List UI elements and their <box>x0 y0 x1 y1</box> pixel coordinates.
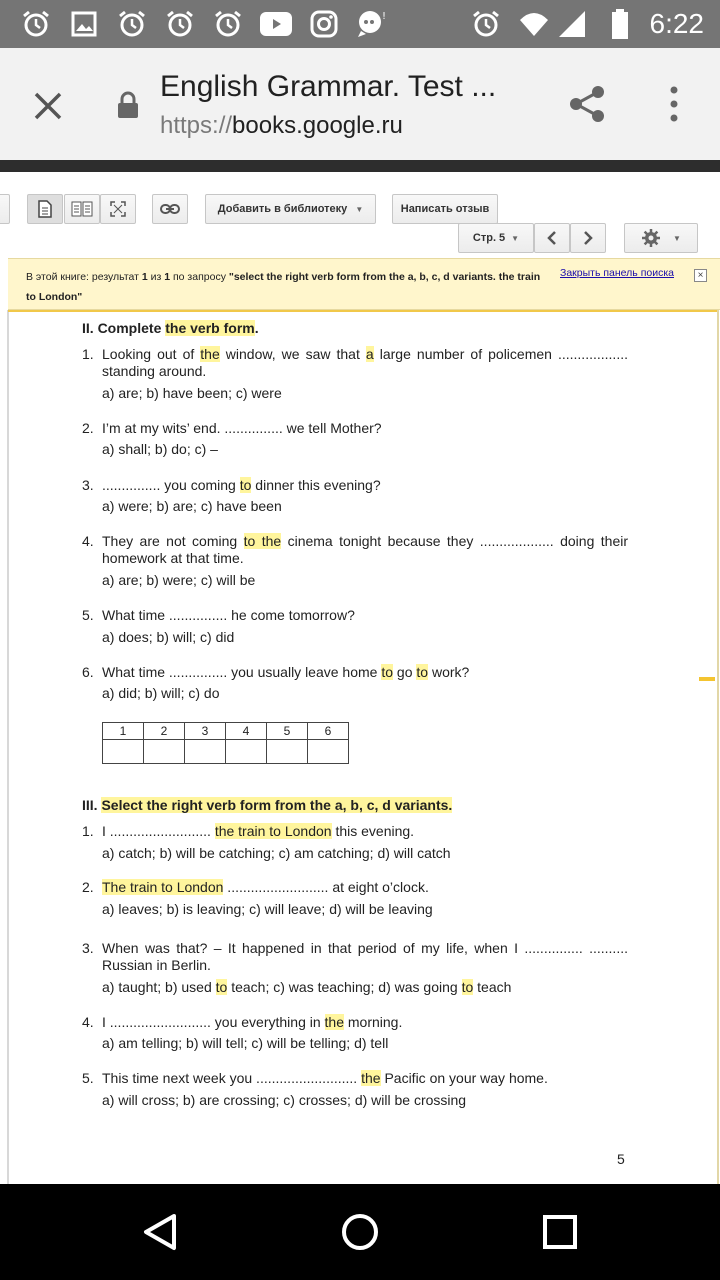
text: This time next week you .......................... <box>102 1070 362 1086</box>
text: I .......................... you everything in <box>102 1014 325 1030</box>
result-total: 1 <box>164 271 171 283</box>
page-select-label: Стр. 5 <box>472 232 506 244</box>
text: I .......................... <box>102 823 215 839</box>
table-header-cell: 5 <box>267 723 308 740</box>
highlight: the <box>361 1070 381 1086</box>
search-hit-marker <box>699 677 715 681</box>
question-text <box>102 1070 628 1087</box>
youtube-icon <box>260 8 292 40</box>
question-number: 3. <box>82 940 94 956</box>
write-review-label: Написать отзыв <box>400 203 490 215</box>
previous-page-button[interactable] <box>534 223 570 253</box>
section-2-title <box>82 320 259 336</box>
search-query: "select the right verb form from the a, b, c, d variants. the train to London" <box>26 271 541 303</box>
navigation-bar <box>0 1184 720 1280</box>
question-number: 3. <box>82 477 94 493</box>
dropdown-arrow-icon: ▼ <box>355 204 364 214</box>
text: ............... you coming <box>102 477 240 493</box>
page-title: English Grammar. Test ... <box>160 70 497 103</box>
question-number: 2. <box>82 879 94 895</box>
alarm-icon <box>164 8 196 40</box>
add-to-library-button[interactable] <box>205 194 376 224</box>
question-text <box>102 346 628 380</box>
text: go <box>393 664 417 680</box>
table-cell <box>226 740 267 764</box>
question-options: a) does; b) will; c) did <box>102 629 235 645</box>
chat-icon <box>356 8 388 40</box>
highlight: to <box>239 477 252 493</box>
question-text: What time ............... he come tomorrow? <box>102 607 355 623</box>
next-page-button[interactable] <box>570 223 606 253</box>
question-number: 6. <box>82 664 94 680</box>
two-page-icon <box>71 201 93 217</box>
text: What time ............... you usually leave home <box>102 664 382 680</box>
text: teach <box>473 979 512 995</box>
result-index: 1 <box>141 271 148 283</box>
alarm-icon <box>470 8 502 40</box>
highlight: to <box>381 664 394 680</box>
section-2-number: II. <box>82 320 94 336</box>
alarm-icon <box>212 8 244 40</box>
question-options <box>102 979 511 995</box>
alarm-icon <box>20 8 52 40</box>
section-2-period: . <box>254 320 259 336</box>
table-cell <box>308 740 349 764</box>
result-of: из <box>147 271 165 283</box>
add-to-library-label: Добавить в библиотеку <box>217 203 348 215</box>
highlight: the train to London <box>214 823 332 839</box>
result-prefix: В этой книге: результат <box>26 271 142 283</box>
battery-icon <box>604 8 636 40</box>
write-review-button[interactable] <box>392 194 498 224</box>
question-options: a) am telling; b) will tell; c) will be telling; d) tell <box>102 1035 389 1051</box>
question-options: a) were; b) are; c) have been <box>102 498 282 514</box>
query-prefix: по запросу <box>170 271 229 283</box>
question-number: 4. <box>82 533 94 549</box>
question-number: 2. <box>82 420 94 436</box>
close-icon[interactable]: × <box>694 269 707 282</box>
question-number: 1. <box>82 346 94 362</box>
svg-text:!: ! <box>382 11 387 22</box>
lock-icon <box>116 90 140 120</box>
question-number: 5. <box>82 1070 94 1086</box>
google-bar <box>0 160 720 172</box>
highlight: a <box>365 346 374 362</box>
text: a) taught; b) used <box>102 979 216 995</box>
dropdown-arrow-icon: ▼ <box>673 233 681 243</box>
question-options: a) catch; b) will be catching; c) am catching; d) will catch <box>102 845 451 861</box>
highlight: to <box>215 979 228 995</box>
text: work? <box>428 664 470 680</box>
share-icon[interactable] <box>566 82 610 126</box>
question-text <box>102 879 628 896</box>
text: Pacific on your way home. <box>380 1070 548 1086</box>
signal-icon <box>556 8 588 40</box>
search-result-banner <box>8 258 720 310</box>
text: large number of policemen .................. standing around. <box>102 346 628 379</box>
highlight: to <box>461 979 474 995</box>
section-3-number: III. <box>82 797 98 813</box>
status-bar <box>0 0 720 48</box>
question-number: 5. <box>82 607 94 623</box>
page-right-border <box>717 310 719 1184</box>
question-text <box>102 664 628 681</box>
question-text <box>102 533 628 567</box>
highlight: The train to London <box>102 879 224 895</box>
question-options: a) are; b) have been; c) were <box>102 385 282 401</box>
question-text: When was that? – It happened in that period of my life, when I ............... .......... Russian in Berlin. <box>102 940 628 973</box>
highlight: the <box>324 1014 344 1030</box>
answer-table <box>102 722 349 764</box>
highlight: to the <box>243 533 282 549</box>
more-options-icon[interactable] <box>664 84 684 124</box>
search-result-text <box>26 267 546 307</box>
question-number: 4. <box>82 1014 94 1030</box>
close-tab-icon[interactable] <box>28 86 68 126</box>
table-header-cell: 4 <box>226 723 267 740</box>
alarm-icon <box>116 8 148 40</box>
home-icon[interactable] <box>340 1212 380 1252</box>
instagram-icon <box>308 8 340 40</box>
question-options: a) are; b) were; c) will be <box>102 572 256 588</box>
question-options: a) shall; b) do; c) – <box>102 441 218 457</box>
highlight: the <box>200 346 220 362</box>
image-icon <box>68 8 100 40</box>
clock: 6:22 <box>649 8 704 39</box>
table-cell <box>144 740 185 764</box>
question-options: a) will cross; b) are crossing; c) crosses; d) will be crossing <box>102 1092 467 1108</box>
chevron-right-icon <box>582 230 594 246</box>
link-icon <box>160 203 180 215</box>
two-page-view-button[interactable] <box>64 194 100 224</box>
text: Looking out of <box>102 346 201 362</box>
question-text <box>102 477 628 494</box>
url-scheme: https:// <box>160 112 233 139</box>
books-toolbar <box>0 172 720 258</box>
page-left-border <box>7 310 9 1184</box>
page-number: 5 <box>617 1151 625 1167</box>
settings-button[interactable] <box>624 223 698 253</box>
text: window, we saw that <box>219 346 366 362</box>
gear-icon <box>641 228 661 248</box>
recents-icon[interactable] <box>542 1214 578 1250</box>
fullscreen-button[interactable] <box>100 194 136 224</box>
single-page-icon <box>37 200 53 218</box>
table-header-cell: 3 <box>185 723 226 740</box>
table-cell <box>267 740 308 764</box>
text: teach; c) was teaching; d) was going <box>227 979 462 995</box>
wifi-icon <box>518 8 550 40</box>
highlight: to <box>416 664 429 680</box>
page-top-border <box>8 310 718 312</box>
question-text: I’m at my wits’ end. ............... we tell Mother? <box>102 420 382 436</box>
page-select[interactable] <box>458 223 534 253</box>
question-text <box>102 823 628 840</box>
section-3-title <box>82 797 452 813</box>
question-text <box>102 1014 628 1031</box>
url-text[interactable] <box>160 112 403 140</box>
table-cell <box>103 740 144 764</box>
table-cell <box>185 740 226 764</box>
text: morning. <box>344 1014 403 1030</box>
section-3-highlight: Select the right verb form from the a, b, c, d variants. <box>101 797 453 813</box>
url-host: books.google.ru <box>232 112 403 139</box>
single-page-view-button[interactable] <box>27 194 63 224</box>
question-options: a) did; b) will; c) do <box>102 685 220 701</box>
question-number: 1. <box>82 823 94 839</box>
text: .......................... at eight o’clock. <box>223 879 429 895</box>
section-2-highlight: the verb form <box>165 320 255 336</box>
question-options: a) leaves; b) is leaving; c) will leave; d) will be leaving <box>102 901 433 917</box>
dropdown-arrow-icon: ▼ <box>511 233 520 243</box>
table-header-cell: 1 <box>103 723 144 740</box>
chevron-left-icon <box>546 230 558 246</box>
table-header-cell: 6 <box>308 723 349 740</box>
toolbar-left-button[interactable] <box>0 194 10 224</box>
browser-toolbar <box>0 48 720 160</box>
text: cinema tonight because they ................... doing their homework at that time. <box>102 533 629 566</box>
text: this evening. <box>331 823 415 839</box>
back-icon[interactable] <box>140 1212 180 1252</box>
close-search-panel-link[interactable]: Закрыть панель поиска <box>560 267 674 279</box>
link-button[interactable] <box>152 194 188 224</box>
section-2-text: Complete <box>97 320 166 336</box>
text: They are not coming <box>102 533 244 549</box>
table-header-cell: 2 <box>144 723 185 740</box>
fullscreen-icon <box>110 201 126 217</box>
text: dinner this evening? <box>251 477 381 493</box>
